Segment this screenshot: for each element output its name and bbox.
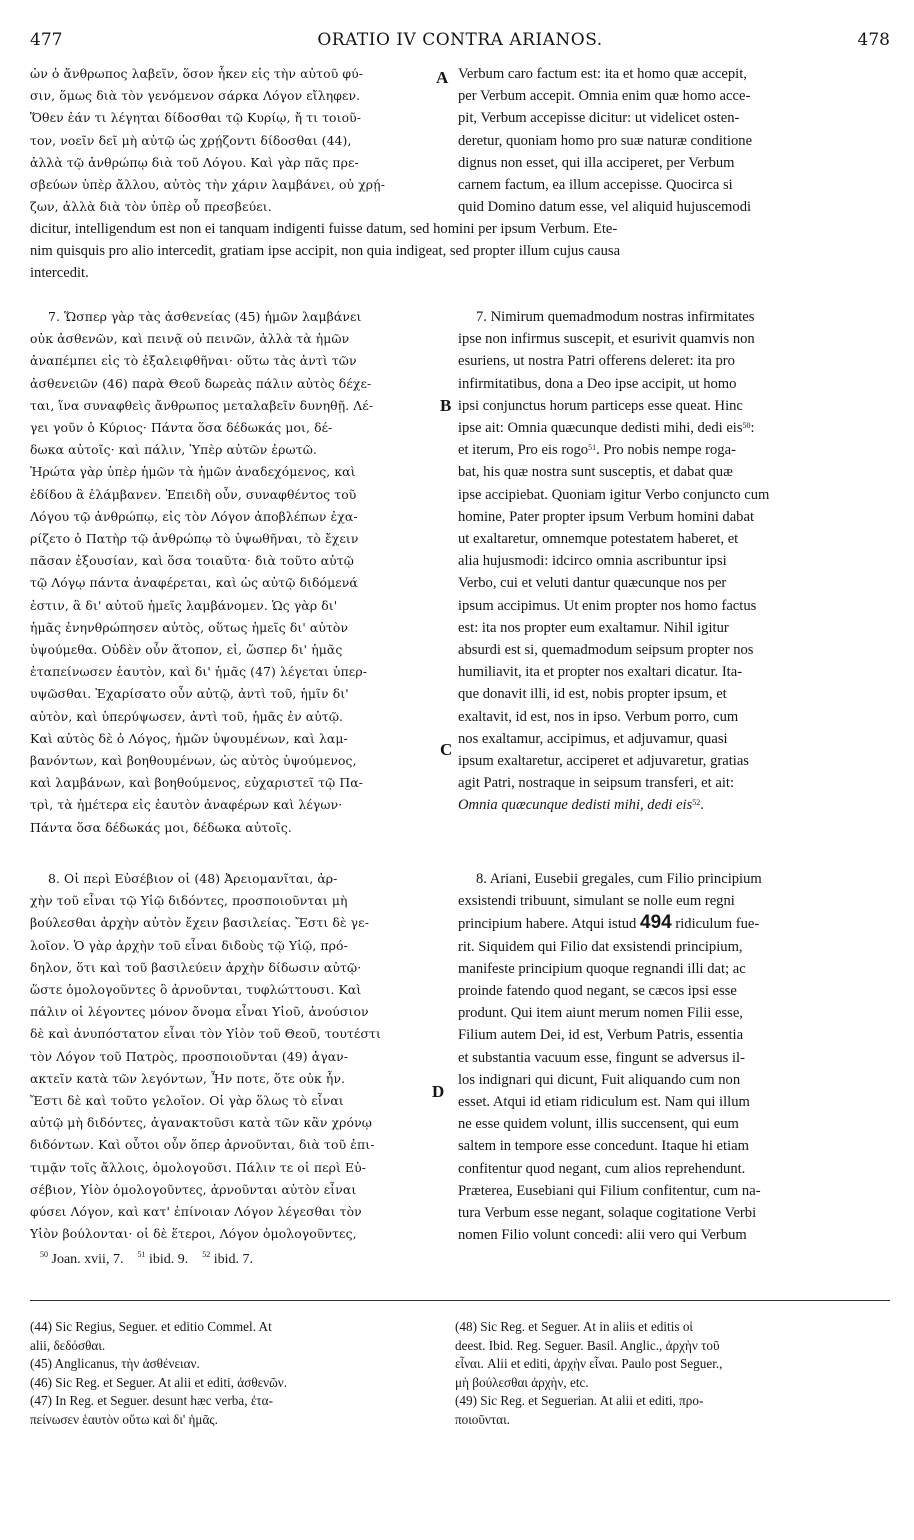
page-number-left: 477	[30, 30, 63, 50]
text-line: nim quisquis pro alio intercedit, gratiam ipse accipit, non quia indigeat, sed propter illum cujus causa	[30, 243, 621, 260]
text-line: διδόντων. Καὶ οὗτοι οὖν ὅπερ ἀρνοῦνται, διὰ τοῦ ἐπι-	[30, 1137, 375, 1153]
running-title: ORATIO IV CONTRA ARIANOS.	[317, 30, 603, 50]
text-line: absurdi est si, quemadmodum seipsum propter nos	[458, 642, 754, 659]
text-line: saltem in tempore esse concedunt. Itaque hi etiam	[458, 1138, 749, 1155]
text-line: βούλεσθαι ἀρχὴν αὐτὸν ἔχειν βασιλείας. Ἔστι δὲ γε-	[30, 915, 369, 931]
text-line: ne esse quidem volunt, illis succensent, qui eum	[458, 1116, 739, 1133]
text-line: esset. Atqui id etiam ridiculum est. Nam qui illum	[458, 1094, 750, 1111]
text-line: Præterea, Eusebiani qui Filium confitentur, cum na-	[458, 1182, 761, 1199]
text-line: exaltavit, id est, nos in ipso. Verbum porro, cum	[458, 708, 739, 725]
footnote-ref: 50	[742, 421, 751, 431]
text-line: homine, Pater propter ipsum Verbum homini dabat	[458, 508, 755, 525]
text-line: σέβιον, Υἱὸν ὁμολογοῦντες, ἀρνοῦνται αὐτὸν εἶναι	[30, 1181, 357, 1197]
text-line: τὸν Λόγον τοῦ Πατρὸς, προσποιοῦνται (49) ἀγαν-	[30, 1048, 349, 1064]
text-line: τρὶ, τὰ ἡμέτερα εἰς ἑαυτὸν ἀναφέρων καὶ λέγων·	[30, 797, 343, 813]
text-line: bat, his quæ nostra sunt susceptis, et dabat quæ	[458, 464, 733, 481]
text-segment: . Pro nobis nempe roga-	[596, 442, 736, 459]
footnotes-left	[30, 1318, 442, 1430]
text-line: dignus non esset, qui illa acciperet, per Verbum	[458, 154, 735, 171]
text-line: deretur, quoniam homo pro suæ naturæ conditione	[458, 132, 753, 149]
text-line: ἀναπέμπει εἰς τὸ ἐξαλειφθῆναι· οὕτω τὰς ἀντὶ τῶν	[30, 353, 357, 369]
text-line: nos exaltamur, accipimus, et adjuvamur, quasi	[458, 730, 728, 747]
text-line: pit, Verbum accepisse dicitur: ut videlicet osten-	[458, 110, 740, 127]
text-line: alia hujusmodi: idcirco omnia ascribuntur ipsi	[458, 553, 727, 570]
margin-marker-a: A	[436, 68, 449, 87]
page-number-right: 478	[857, 30, 890, 50]
reference-text: ibid. 9.	[148, 1252, 189, 1267]
text-line: ται, ἵνα συναφθεὶς ἄνθρωπος μεταλαβεῖν δυνηθῇ. Λέ-	[30, 397, 374, 413]
greek-column-section-6	[30, 63, 442, 218]
text-line: ζων, ἀλλὰ διὰ τὸν ὑπὲρ οὗ πρεσβεύει.	[30, 199, 272, 215]
text-line: Καὶ αὐτὸς δὲ ὁ Λόγος, ἡμῶν ὑψουμένων, καὶ λαμ-	[30, 730, 348, 746]
footnote-ref: 52	[692, 798, 701, 808]
text-line: produnt. Qui item aiunt merum nomen Filii esse,	[458, 1005, 743, 1022]
text-line: σιν, ὅμως διὰ τὸν γενόμενον σάρκα Λόγον εἴληφεν.	[30, 88, 361, 104]
text-line: ἐστιν, ἃ δι' αὐτοῦ ἡμεῖς λαμβάνομεν. Ὡς γὰρ δι'	[30, 597, 338, 613]
text-line	[458, 439, 893, 461]
footnote-line: πείνωσεν ἑαυτὸν οὕτω καὶ δι' ἡμᾶς.	[30, 1411, 218, 1427]
footnote-ref: 51	[137, 1250, 146, 1259]
footnote-ref: 52	[202, 1250, 211, 1259]
footnote-ref: 50	[40, 1250, 48, 1259]
footnote-line: deest. Ibid. Reg. Seguer. Basil. Anglic., ἀρχὴν τοῦ	[455, 1337, 720, 1353]
text-line: quid Domino datum esse, vel aliquid hujuscemodi	[458, 199, 752, 216]
text-line: humiliavit, ita et propter nos exaltari dicatur. Ita-	[458, 664, 743, 681]
text-line: 8. Οἱ περὶ Εὐσέβιον οἱ (48) Ἀρειομανῖται, ἀρ-	[48, 871, 338, 886]
text-line: infirmitatibus, dona a Deo ipse accipit, ut homo	[458, 375, 737, 392]
text-line: Υἱὸν βούλονται· οἱ δὲ ἕτεροι, Λόγον ὁμολογοῦντες,	[30, 1226, 357, 1242]
text-line: ut exaltaretur, omnemque potestatem haberet, et	[458, 531, 739, 548]
text-line: carnem factum, ea illum accepisse. Quocirca si	[458, 177, 733, 194]
text-line: σβεύων ὑπὲρ ἄλλου, αὐτὸς τὴν χάριν λαμβάνει, οὐ χρῄ-	[30, 177, 385, 193]
greek-column-section-7	[30, 306, 442, 839]
text-line: γει γοῦν ὁ Κύριος· Πάντα ὅσα δέδωκάς μοι, δέ-	[30, 420, 333, 436]
footnote-divider	[30, 1300, 890, 1301]
text-line: nomen Filio volunt concedi: alii vero qui Verbum	[458, 1227, 747, 1244]
text-line: ρίζετο ὁ Πατὴρ τῷ ἀνθρώπῳ τὸ ὑψωθῆναι, τὸ ἔχειν	[30, 531, 359, 547]
text-line: et substantia vacuum esse, fingunt se adversus il-	[458, 1049, 745, 1066]
text-line: ὡν ὁ ἄνθρωπος λαβεῖν, ὅσον ἧκεν εἰς τὴν αὐτοῦ φύ-	[30, 66, 364, 81]
text-line: per Verbum accepit. Omnia enim quæ homo acce-	[458, 88, 751, 105]
latin-column-section-7	[458, 306, 893, 817]
greek-column-section-8	[30, 868, 445, 1245]
text-line: χὴν τοῦ εἶναι τῷ Υἱῷ διδόντες, προσποιοῦνται μὴ	[30, 893, 348, 909]
text-line: tura Verbum esse negant, solaque cogitatione Verbi	[458, 1205, 757, 1222]
text-line: ἐδίδου ἃ ἐλάμβανεν. Ἐπειδὴ οὖν, συναφθέντος τοῦ	[30, 486, 357, 502]
text-line: agit Patri, nostraque in seipsum transferi, et ait:	[458, 775, 734, 792]
text-line: est: ita nos propter eum exaltamur. Nihil igitur	[458, 619, 729, 636]
text-line: ἀλλὰ τῷ ἀνθρώπῳ διὰ τοῦ Λόγου. Καὶ γὰρ πᾶς πρε-	[30, 154, 359, 170]
text-segment: ipse ait: Omnia quæcunque dedisti mihi, dedi eis	[458, 420, 743, 437]
text-line: confitentur quod negant, cum alios reprehendunt.	[458, 1160, 746, 1177]
latin-full-width-continuation	[30, 218, 890, 285]
text-line: rit. Siquidem qui Filio dat exsistendi principium,	[458, 938, 743, 955]
latin-column-section-8	[458, 868, 893, 1246]
text-line: αὐτῷ μὴ διδόντες, ἀγανακτοῦσι κατὰ τῶν κἂν χρόνῳ	[30, 1115, 372, 1131]
text-line: ipse accipiebat. Quoniam igitur Verbo conjuncto cum	[458, 486, 770, 503]
footnote-line: (49) Sic Reg. et Seguerian. At alii et editi, προ-	[455, 1393, 704, 1409]
text-line: ipsi conjunctus horum particeps esse queat. Hinc	[458, 397, 743, 414]
text-line: Λόγου τῷ ἀνθρώπῳ, εἰς τὸν Λόγον ἀποβλέπων ἐχα-	[30, 508, 358, 524]
text-line: Ὅθεν ἐάν τι λέγηται δίδοσθαι τῷ Κυρίῳ, ἤ τι τοιοῦ-	[30, 110, 362, 126]
scripture-references	[40, 1252, 253, 1268]
text-segment: principium habere. Atqui istud	[458, 916, 637, 933]
text-line: δηλον, ὅτι καὶ τοῦ βασιλεύειν ἀρχὴν δίδωσιν αὐτῷ·	[30, 959, 362, 975]
footnote-line: (46) Sic Reg. et Seguer. At alii et editi, ἀσθενῶν.	[30, 1374, 288, 1390]
text-line: ὑψούμεθα. Οὐδὲν οὖν ἄτοπον, εἰ, ὥσπερ δι' ἡμᾶς	[30, 642, 343, 658]
text-line: δὲ καὶ ἀνυπόστατον εἶναι τὸν Υἱὸν τοῦ Θεοῦ, τουτέστι	[30, 1026, 381, 1042]
footnotes-right	[455, 1318, 890, 1430]
reference-text: ibid. 7.	[213, 1252, 254, 1267]
text-line: ακτεῖν κατὰ τῶν λεγόντων, Ἦν ποτε, ὅτε οὐκ ἦν.	[30, 1070, 346, 1086]
text-line: φύσει Λόγον, καὶ κατ' ἐπίνοιαν Λόγον λέγεσθαι τὸν	[30, 1204, 362, 1220]
column-number: 494	[640, 912, 672, 934]
margin-marker-d: D	[432, 1082, 445, 1101]
text-line: ἡμᾶς ἐνηνθρώπησεν αὐτὸς, οὕτως ἡμεῖς δι' αὐτὸν	[30, 619, 349, 635]
text-line: Verbo, cui et veluti dantur quæcunque nos per	[458, 575, 727, 592]
text-segment: ridiculum fue-	[675, 916, 760, 933]
footnote-line: (47) In Reg. et Seguer. desunt hæc verba, ἐτα-	[30, 1393, 273, 1409]
text-line: 7. Ὥσπερ γὰρ τὰς ἀσθενείας (45) ἡμῶν λαμβάνει	[48, 309, 362, 324]
text-line: υψῶσθαι. Ἐχαρίσατο οὖν αὐτῷ, ἀντὶ τοῦ, ἡμῖν δι'	[30, 686, 349, 702]
text-line: 8. Ariani, Eusebii gregales, cum Filio principium	[476, 871, 762, 887]
text-line: οὐκ ἀσθενῶν, καὶ πεινᾷ οὐ πεινῶν, ἀλλὰ τὰ ἡμῶν	[30, 331, 350, 347]
footnote-line: (45) Anglicanus, τὴν ἀσθένειαν.	[30, 1356, 200, 1372]
text-line: τιμᾷν τοῖς ἄλλοις, ὁμολογοῦσι. Πάλιν τε οἱ περὶ Εὐ-	[30, 1159, 367, 1175]
footnote-line: (48) Sic Reg. et Seguer. At in aliis et editis oἱ	[455, 1319, 693, 1334]
text-line: proinde fatendo quod negant, se cæcos ipsi esse	[458, 983, 737, 1000]
margin-marker-c: C	[440, 740, 453, 759]
text-line: esuriens, ut nostra Patri offerens deleret: ita pro	[458, 353, 735, 370]
text-line: αὐτὸν, καὶ ὑπερύψωσεν, ἀντὶ τοῦ, ἡμᾶς ἐν αὐτῷ.	[30, 708, 344, 724]
footnote-line: εἶναι. Alii et editi, ἀρχὴν εἶναι. Paulo post Seguer.,	[455, 1356, 723, 1372]
text-line: ipse ait: Omnia quæcunque dedisti mihi, dedi eis$^{50}$:	[458, 420, 755, 437]
text-line: πᾶσαν ἐξουσίαν, καὶ ὅσα τοιαῦτα· διὰ τοῦτο αὐτῷ	[30, 553, 354, 569]
footnote-line: alii, δεδόσθαι.	[30, 1337, 106, 1353]
text-line: ipsum accipimus. Ut enim propter nos homo factus	[458, 597, 757, 614]
text-line: dicitur, intelligendum est non ei tanquam indigenti fuisse datum, sed homini per ipsum Verbum. Ete-	[30, 221, 618, 237]
text-line: Filium autem Dei, id est, Verbum Patris, essentia	[458, 1027, 744, 1044]
text-line: Πάντα ὅσα δέδωκάς μοι, δέδωκα αὐτοῖς.	[30, 819, 292, 835]
margin-marker-b: B	[440, 396, 452, 415]
text-line: βανόντων, καὶ βοηθουμένων, ὡς αὐτὸς ὑψούμενος,	[30, 753, 357, 769]
text-line: Ἠρώτα γὰρ ὑπὲρ ἡμῶν τὰ ἡμῶν ἀναδεχόμενος, καὶ	[30, 464, 356, 480]
text-line: los indignari qui dicunt, Fuit aliquando cum non	[458, 1071, 741, 1088]
text-line: τῷ Λόγῳ πάντα ἀναφέρεται, καὶ ὡς αὐτῷ διδόμενά	[30, 575, 358, 591]
text-segment: et iterum, Pro eis rogo	[458, 442, 589, 459]
text-line: intercedit.	[30, 265, 89, 282]
page-header	[30, 30, 890, 60]
text-segment: Omnia quæcunque dedisti mihi, dedi eis	[458, 797, 693, 814]
reference-text: Joan. xvii, 7.	[51, 1252, 124, 1267]
text-line: τον, νοεῖν δεῖ μὴ αὐτῷ ὡς χρῄζοντι δίδοσθαι (44),	[30, 132, 352, 148]
text-line: δωκα αὐτοῖς· καὶ πάλιν, Ὑπὲρ αὐτῶν ἐρωτῶ.	[30, 442, 317, 458]
text-line: exsistendi tribuunt, simulant se nolle eum regni	[458, 893, 735, 910]
latin-column-section-6	[458, 63, 893, 218]
text-line: Ἔστι δὲ καὶ τοῦτο γελοῖον. Οἱ γὰρ ὅλως τὸ εἶναι	[30, 1093, 344, 1109]
text-line: ἀσθενειῶν (46) παρὰ Θεοῦ δωρεὰς πάλιν αὐτὸς δέχε-	[30, 375, 372, 391]
text-line: πάλιν οἱ λέγοντες μόνον ὄνομα εἶναι Υἱοῦ, ἀνούσιον	[30, 1004, 369, 1020]
footnote-line: (44) Sic Regius, Seguer. et editio Commel. At	[30, 1319, 272, 1334]
text-line: ἐταπείνωσεν ἑαυτὸν, καὶ δι' ἡμᾶς (47) λέγεται ὑπερ-	[30, 664, 367, 680]
text-line: que donavit illi, id est, nobis propter ipsum, et	[458, 686, 727, 703]
text-line: λοῖον. Ὁ γὰρ ἀρχὴν τοῦ εἶναι διδοὺς τῷ Υἱῷ, πρό-	[30, 937, 348, 953]
text-line: καὶ λαμβάνων, καὶ βοηθούμενος, εὐχαριστεῖ τῷ Πα-	[30, 775, 364, 791]
text-line: Verbum caro factum est: ita et homo quæ accepit,	[458, 66, 747, 82]
text-line: ipse non infirmus suscepit, et esurivit quamvis non	[458, 331, 755, 348]
text-line	[458, 912, 893, 935]
footnote-line: ποιοῦνται.	[455, 1411, 510, 1427]
footnote-line: μὴ βούλεσθαι ἀρχὴν, etc.	[455, 1374, 589, 1390]
footnote-ref: 51	[588, 443, 597, 453]
text-line: manifeste principium quoque regnandi illi dat; ac	[458, 960, 746, 977]
text-line: 7. Nimirum quemadmodum nostras infirmitates	[476, 309, 755, 325]
text-line: ipsum exaltaretur, acciperet et adjuvaretur, gratias	[458, 753, 749, 770]
text-line: Omnia quæcunque dedisti mihi, dedi eis$^{52}$.	[458, 797, 704, 814]
text-line: ὥστε ὁμολογοῦντες ὃ ἀρνοῦνται, τυφλώττουσι. Καὶ	[30, 982, 362, 998]
